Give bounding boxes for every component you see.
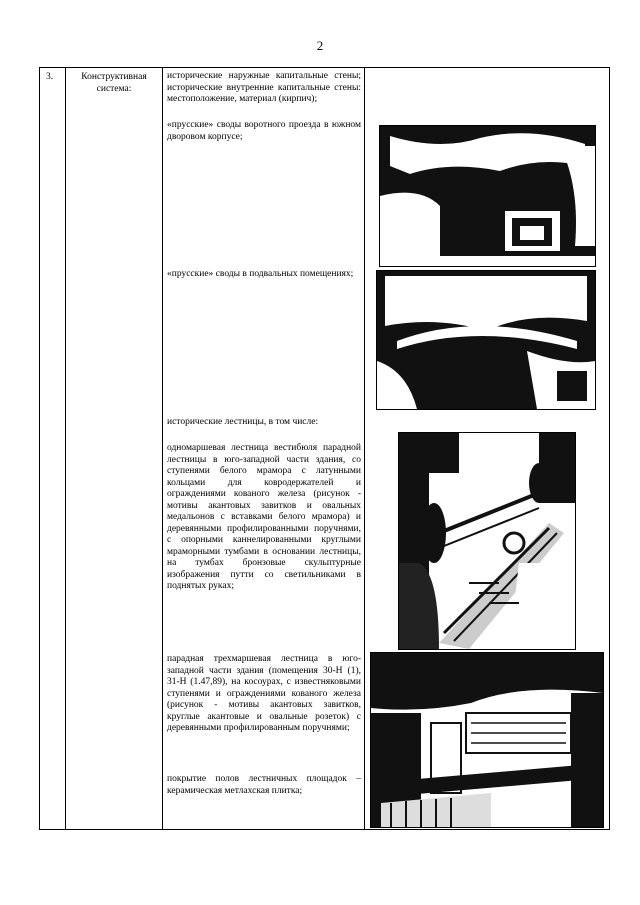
row-number: 3. xyxy=(40,68,66,830)
paragraph-three-flight: парадная трехмаршевая лестница в юго-западной части здания (помещения 30-Н (1), 31-Н (1.47,89), на косоурах, с известняковыми ступенями и ограждениями кованого железа (рисунок - мотивы акантовых завитков, круглые акантовые и овальные розеток) с деревянными профилированным поручнями; xyxy=(167,654,361,733)
page-number: 2 xyxy=(316,38,324,53)
photo-passage-vaults xyxy=(379,125,596,267)
photo-three-flight-staircase xyxy=(370,652,604,828)
photo-single-flight-staircase xyxy=(398,432,576,650)
description-cell xyxy=(163,68,365,830)
table-row xyxy=(40,68,610,830)
paragraph-staircases: исторические лестницы, в том числе: xyxy=(167,417,319,427)
row-category: Конструктивная система: xyxy=(66,68,163,830)
photo-basement-vaults xyxy=(376,270,596,410)
paragraph-single-flight: одномаршевая лестница вестибюля парадной лестницы в юго-западной части здания, со ступенями белого мрамора с латунными кольцами для ковродержателей и ограждениями кованого железа (рисунок - мотивы акантовых завитков и овальных медальонов с вставками белого мрамора) и деревянными профилированными поручнями, с опорными каннелированными круглыми мраморными тумбами в основании лестницы, на тумбах бронзовые скульптурные изображения путти со светильниками в поднятых руках; xyxy=(167,443,361,591)
paragraph-basement-vaults: «прусские» своды в подвальных помещениях; xyxy=(167,269,354,279)
heritage-table xyxy=(39,67,610,830)
images-cell xyxy=(365,68,610,830)
paragraph-floor-tiles: покрытие полов лестничных площадок – керамическая метлахская плитка; xyxy=(167,774,361,796)
paragraph-gate-vaults: «прусские» своды воротного проезда в южном дворовом корпусе; xyxy=(167,120,361,142)
paragraph-walls: исторические наружные капитальные стены; исторические внутренние капитальные стены: местоположение, материал (кирпич); xyxy=(167,71,361,104)
